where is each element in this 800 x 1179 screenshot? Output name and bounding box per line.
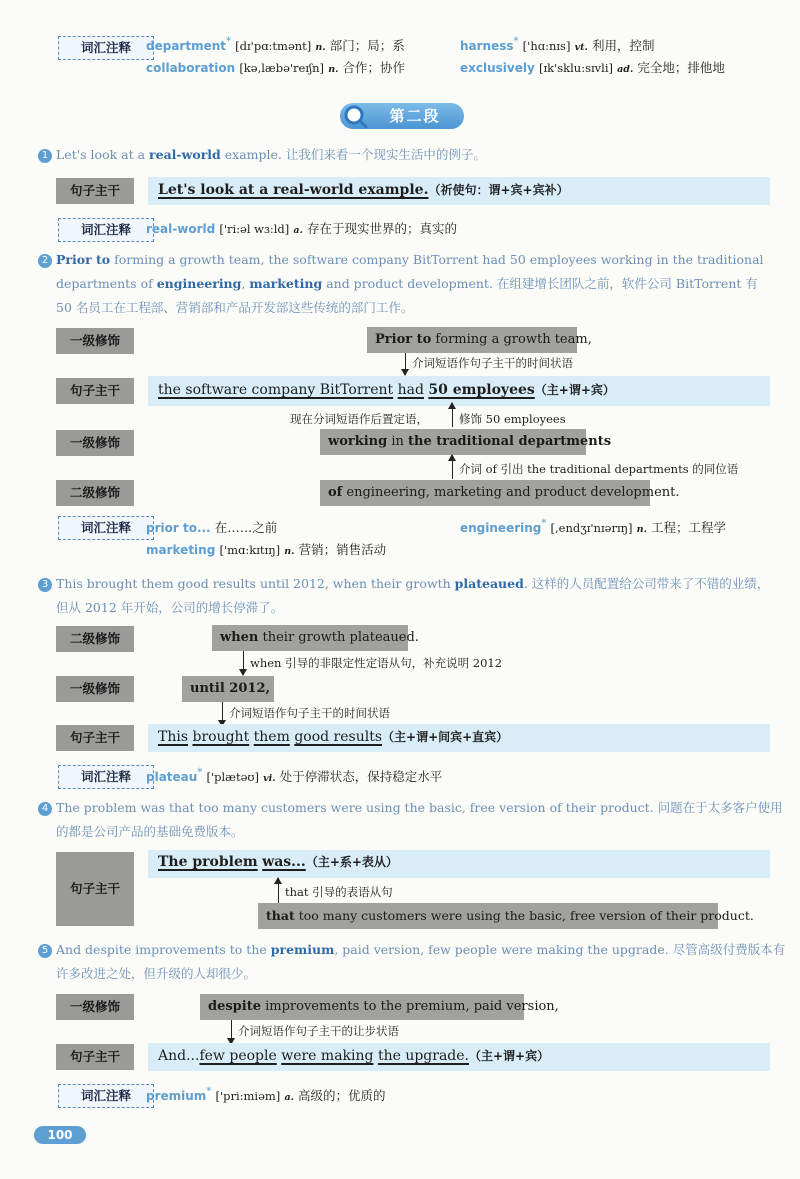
vocab-entry-marketing: marketing ['mɑ:kɪtɪŋ] n. 营销；销售活动 — [146, 542, 387, 557]
sentence-2-line2: departments of engineering, marketing and product development. 在组建增长团队之前，软件公司 BitTorrent 有 — [56, 276, 758, 291]
note-that: that 引导的表语从句 — [285, 885, 393, 899]
phrase-box-that: that too many customers were using the basic, free version of their product. — [258, 903, 718, 929]
tag-modifier-level1: 一级修饰 — [56, 328, 134, 354]
sentence-5-line1: 5 And despite improvements to the premium, paid version, few people were making the upgrade. 尽管高级付费版本有 — [38, 938, 785, 962]
vocab-tag: 词汇注释 — [58, 765, 154, 789]
down-arrow-icon — [405, 353, 406, 375]
page-number: 100 — [34, 1126, 86, 1144]
tag-modifier-level1: 一级修饰 — [56, 430, 134, 456]
note-of: 介词 of 引出 the traditional departments 的同位语 — [459, 462, 739, 476]
sentence-3-line1: 3 This brought them good results until 2012, when their growth plateaued. 这样的人员配置给公司带来了不错的业绩， — [38, 572, 769, 596]
note-prior-to: 介词短语作句子主干的时间状语 — [412, 356, 573, 370]
sentence-3-line2: 但从 2012 年开始，公司的增长停滞了。 — [56, 600, 284, 615]
up-arrow-icon — [278, 878, 279, 904]
note-when: when 引导的非限定性定语从句，补充说明 2012 — [250, 656, 503, 670]
tag-sentence-stem: 句子主干 — [56, 1044, 134, 1070]
sentence-4-line1: 4 The problem was that too many customers were using the basic, free version of their product. 问题在于太多客户使用 — [38, 796, 783, 820]
vocab-tag: 词汇注释 — [58, 36, 154, 60]
note-until: 介词短语作句子主干的时间状语 — [229, 706, 390, 720]
vocab-entry-exclusively: exclusively [ɪk'sklu:sɪvli] ad. 完全地；排他地 — [460, 60, 725, 75]
vocab-entry-premium: premium* ['pri:miəm] a. 高级的；优质的 — [146, 1086, 386, 1103]
sentence-2-line1: 2 Prior to forming a growth team, the software company BitTorrent had 50 employees working in the traditional — [38, 248, 764, 272]
vocab-entry-engineering: engineering* [,endʒɪ'nɪərɪŋ] n. 工程；工程学 — [460, 518, 727, 535]
tag-modifier-level1: 一级修饰 — [56, 676, 134, 702]
vocab-tag: 词汇注释 — [58, 516, 154, 540]
tag-sentence-stem: 句子主干 — [56, 378, 134, 404]
up-arrow-icon — [452, 403, 453, 427]
tag-sentence-stem: 句子主干 — [56, 178, 134, 204]
tag-modifier-level2: 二级修饰 — [56, 626, 134, 652]
vocab-tag: 词汇注释 — [58, 218, 154, 242]
sentence-1: 1 Let's look at a real-world example. 让我们来看一个现实生活中的例子。 — [38, 143, 486, 167]
sentence-4-line2: 的都是公司产品的基础免费版本。 — [56, 824, 244, 839]
sentence-5-line2: 许多改进之处，但升级的人却很少。 — [56, 966, 257, 981]
sentence-stem-1: Let's look at a real-world example.（祈使句：谓+宾+宾补） — [158, 182, 569, 198]
section-title-badge — [340, 103, 464, 129]
vocab-entry-collaboration: collaboration [kə,læbə'reɪʃn] n. 合作；协作 — [146, 60, 406, 75]
down-arrow-icon — [243, 651, 244, 675]
tag-sentence-stem: 句子主干 — [56, 725, 134, 751]
vocab-tag: 词汇注释 — [58, 1084, 154, 1108]
sentence-stem-4: The problem was...（主+系+表从） — [158, 854, 398, 870]
tag-modifier-level1: 一级修饰 — [56, 994, 134, 1020]
note-despite: 介词短语作句子主干的让步状语 — [238, 1024, 399, 1038]
down-arrow-icon — [231, 1020, 232, 1044]
vocab-entry-real-world: real-world ['ri:əl wɜ:ld] a. 存在于现实世界的；真实的 — [146, 221, 458, 236]
phrase-box-when: when their growth plateaued. — [212, 625, 408, 651]
note-working-b: 修饰 50 employees — [459, 412, 566, 426]
magnifier-icon — [342, 104, 368, 128]
phrase-box-working: working in the traditional departments — [320, 429, 586, 455]
vocab-entry-department: department* [dɪ'pɑ:tmənt] n. 部门；局；系 — [146, 36, 405, 53]
sentence-stem-5: And...few people were making the upgrade.（主+谓+宾） — [158, 1048, 550, 1064]
phrase-box-prior-to: Prior to forming a growth team, — [367, 327, 577, 353]
note-working-a: 现在分词短语作后置定语， — [290, 412, 428, 426]
section-title: 第二段 — [389, 107, 441, 125]
sentence-2-line3: 50 名员工在工程部、营销部和产品开发部这些传统的部门工作。 — [56, 300, 414, 315]
tag-modifier-level2: 二级修饰 — [56, 480, 134, 506]
phrase-box-of: of engineering, marketing and product development. — [320, 480, 650, 506]
sentence-stem-2: the software company BitTorrent had 50 employees（主+谓+宾） — [158, 382, 615, 398]
vocab-entry-plateau: plateau* ['plætəʊ] vi. 处于停滞状态，保持稳定水平 — [146, 767, 443, 784]
phrase-box-until: until 2012, — [182, 676, 274, 702]
up-arrow-icon — [452, 455, 453, 479]
tag-sentence-stem: 句子主干 — [56, 852, 134, 926]
sentence-stem-3: This brought them good results（主+谓+间宾+直宾） — [158, 729, 509, 745]
phrase-box-despite: despite improvements to the premium, paid version, — [200, 994, 524, 1020]
down-arrow-icon — [222, 702, 223, 726]
vocab-entry-harness: harness* ['hɑ:nɪs] vt. 利用，控制 — [460, 36, 655, 53]
vocab-entry-prior-to: prior to... 在……之前 — [146, 520, 278, 535]
